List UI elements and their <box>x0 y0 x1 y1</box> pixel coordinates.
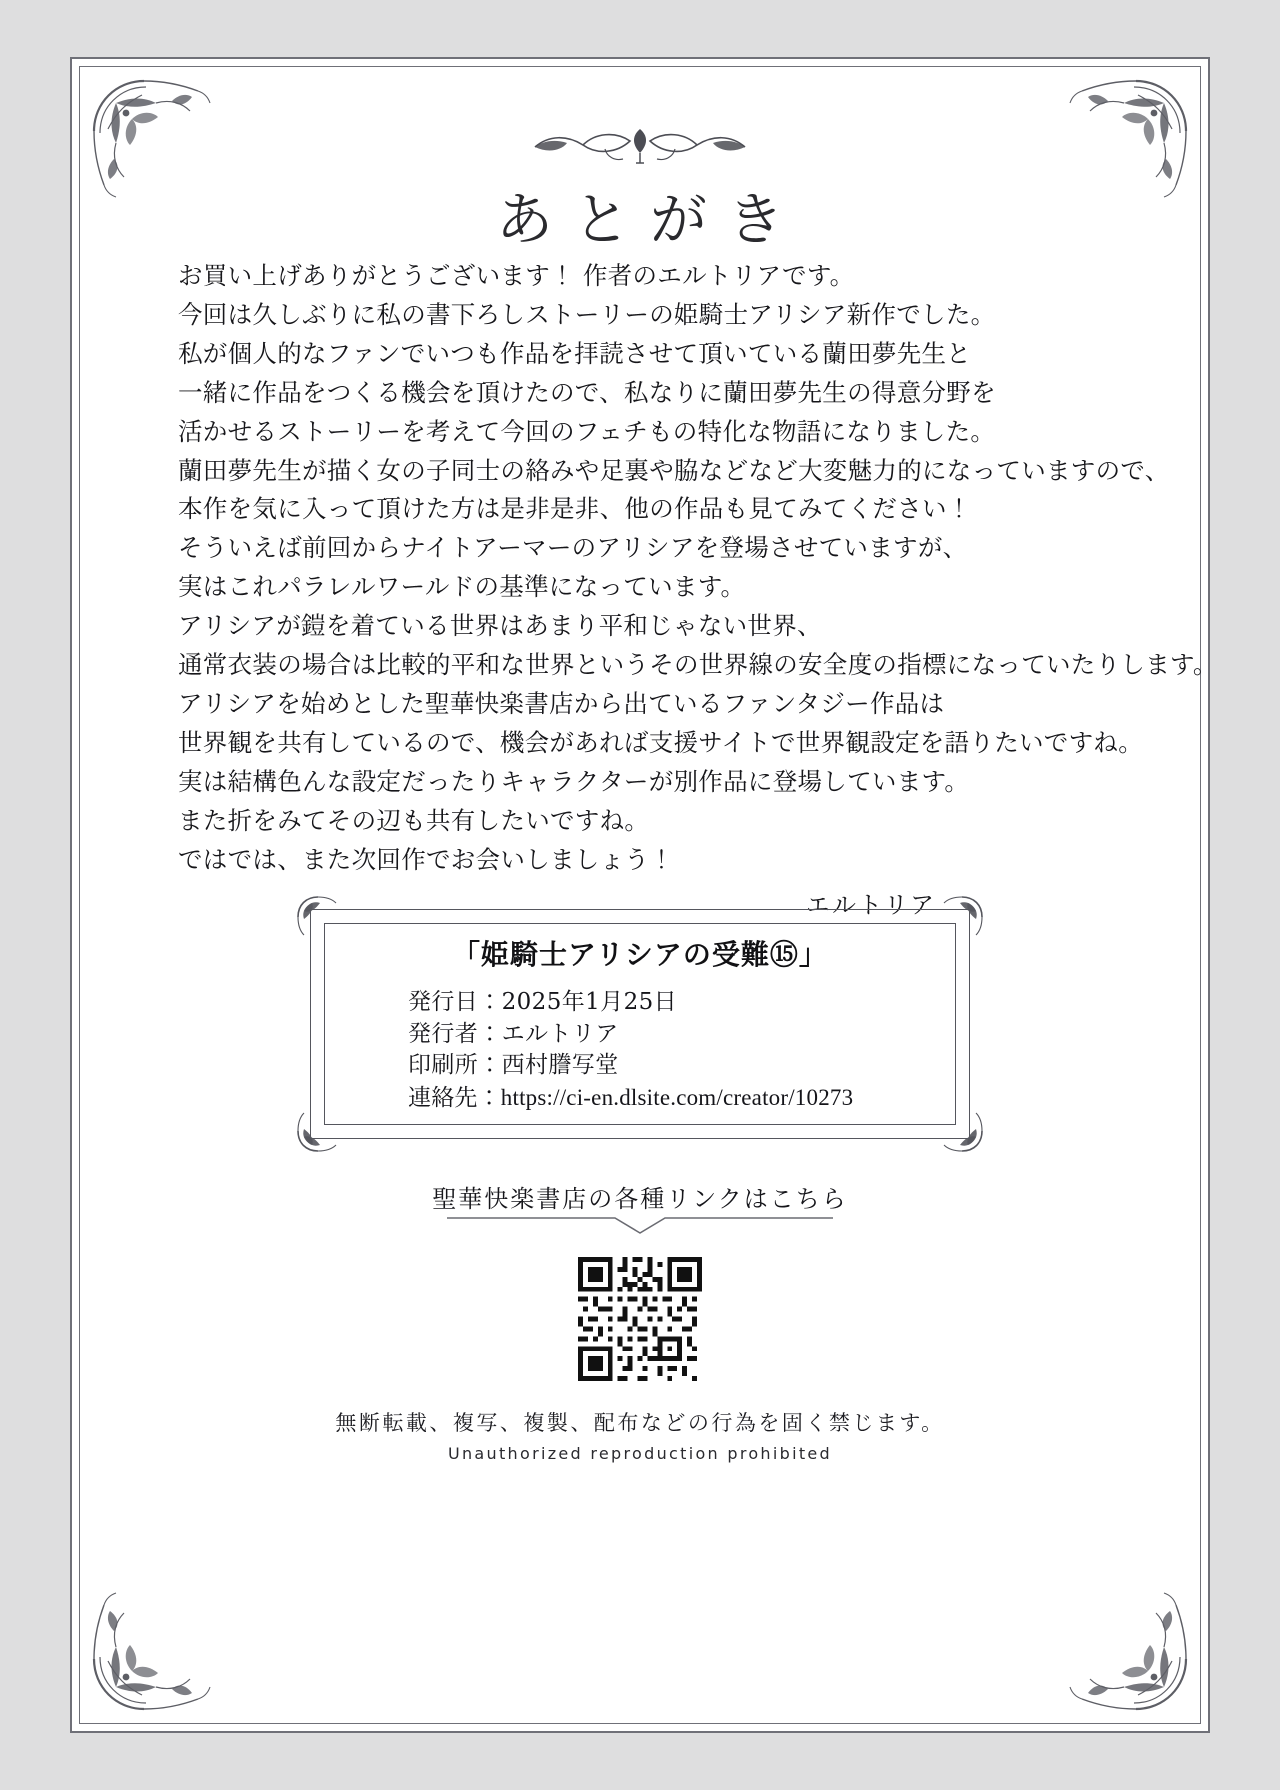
afterword-line: 実はこれパラレルワールドの基準になっています。 <box>178 572 746 602</box>
author-signature: エルトリア <box>806 890 936 919</box>
footer-notice-jp: 無断転載、複写、複製、配布などの行為を固く禁じます。 <box>335 1411 945 1435</box>
colophon-rows <box>310 987 970 1114</box>
afterword-line: 蘭田夢先生が描く女の子同士の絡みや足裏や脇などなど大変魅力的になっていますので、 <box>178 455 1170 485</box>
qr-code[interactable] <box>578 1257 702 1381</box>
afterword-line: 世界観を共有しているので、機会があれば支援サイトで世界観設定を語りたいですね。 <box>178 727 1143 757</box>
page-title: あとがき <box>496 187 804 253</box>
afterword-line: アリシアが鎧を着ている世界はあまり平和じゃない世界、 <box>178 611 822 641</box>
colophon-block <box>310 909 970 1139</box>
work-title: 「姫騎士アリシアの受難⑮」 <box>452 938 828 971</box>
afterword-line: そういえば前回からナイトアーマーのアリシアを登場させていますが、 <box>178 533 968 563</box>
afterword-line: また折をみてその辺も共有したいですね。 <box>178 805 650 835</box>
colophon-row-publish-date: 発行日：2025年1月25日 <box>408 989 678 1015</box>
footer-notice <box>70 1407 1210 1463</box>
links-underline-ornament-icon <box>445 1215 835 1237</box>
footer-notice-en: Unauthorized reproduction prohibited <box>447 1444 832 1463</box>
title-flourish-icon <box>455 119 825 171</box>
corner-ornament-icon <box>86 1567 236 1717</box>
afterword-line: お買い上げありがとうございます！ 作者のエルトリアです。 <box>178 261 855 290</box>
links-heading: 聖華快楽書店の各種リンクはこちら <box>432 1185 848 1213</box>
page-title-block <box>70 119 1210 256</box>
afterword-line: ではでは、また次回作でお会いしましょう！ <box>178 844 674 874</box>
afterword-line: 活かせるストーリーを考えて今回のフェチもの特化な物語になりました。 <box>178 416 996 446</box>
afterword-line: 通常衣装の場合は比較的平和な世界というその世界線の安全度の指標になっていたりします。 <box>178 650 1218 680</box>
colophon-row-contact-url[interactable]: 連絡先：https://ci-en.dlsite.com/creator/10273 <box>408 1085 854 1111</box>
afterword-line: アリシアを始めとした聖華快楽書店から出ているファンタジー作品は <box>178 688 945 718</box>
afterword-line: 一緒に作品をつくる機会を頂けたので、私なりに蘭田夢先生の得意分野を <box>178 377 996 407</box>
colophon-row-printer: 印刷所：西村謄写堂 <box>408 1052 619 1079</box>
afterword-line: 本作を気に入って頂けた方は是非是非、他の作品も見てみてください！ <box>178 494 972 524</box>
corner-ornament-icon <box>1044 1567 1194 1717</box>
afterword-line: 実は結構色んな設定だったりキャラクターが別作品に登場しています。 <box>178 766 970 796</box>
afterword-line: 私が個人的なファンでいつも作品を拝読させて頂いている蘭田夢先生と <box>178 338 972 368</box>
document-page <box>70 57 1218 1733</box>
afterword-text <box>178 261 1218 920</box>
colophon-row-publisher: 発行者：エルトリア <box>408 1020 619 1047</box>
afterword-line: 今回は久しぶりに私の書下ろしストーリーの姫騎士アリシア新作でした。 <box>178 299 996 329</box>
